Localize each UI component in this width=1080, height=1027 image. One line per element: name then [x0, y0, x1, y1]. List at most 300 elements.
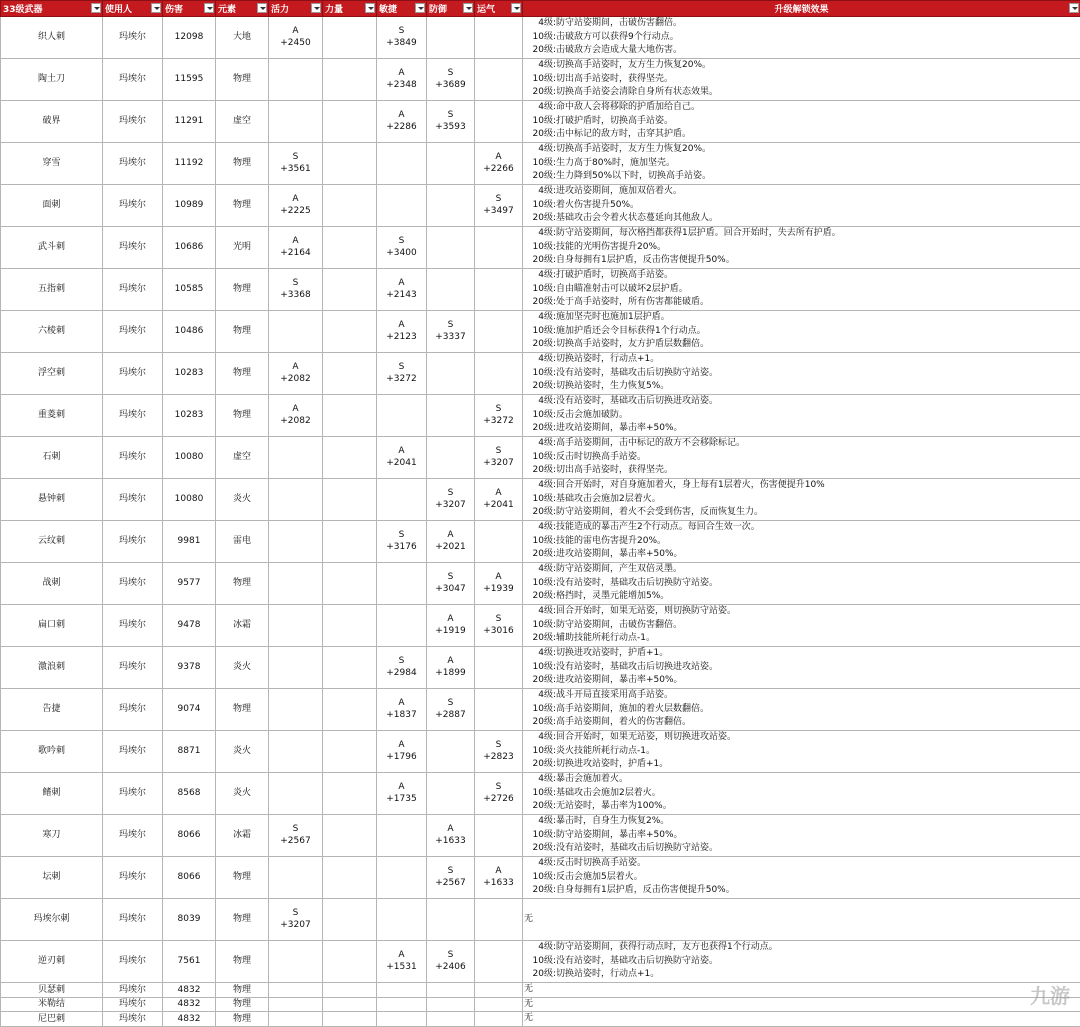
stat-agility-grade: S [379, 362, 424, 374]
stat-luck-grade: A [477, 866, 520, 878]
effect-level: 4级: [524, 731, 556, 745]
stat-strength [323, 143, 377, 185]
stat-agility [377, 997, 427, 1012]
effect-level: 10级: [524, 283, 556, 297]
effect-level: 20级: [524, 86, 556, 100]
effect-level: 10级: [524, 241, 556, 255]
effect-level: 4级: [524, 563, 556, 577]
weapon-element: 大地 [216, 17, 269, 59]
effect-text: 技能造成的暴击产生2个行动点。每回合生效一次。 [556, 522, 760, 532]
column-header[interactable] [163, 1, 216, 17]
upgrade-effects [523, 395, 1080, 437]
table-row [1, 815, 1080, 857]
effect-text: 切换站姿时，生力恢复5%。 [556, 381, 669, 391]
effect-text: 防守站姿期间，着火不会受到伤害，反而恢复生力。 [556, 507, 763, 517]
effect-line [524, 493, 1078, 507]
effect-text: 基础攻击会施加2层着火。 [556, 788, 661, 798]
filter-dropdown-icon[interactable] [204, 3, 214, 13]
stat-strength [323, 311, 377, 353]
table-row [1, 59, 1080, 101]
effect-level: 20级: [524, 590, 556, 604]
stat-defense-bonus: +1919 [429, 626, 472, 638]
stat-luck-bonus: +1633 [477, 878, 520, 890]
weapon-damage: 4832 [163, 983, 216, 998]
effect-level: 20级: [524, 422, 556, 436]
stat-luck-bonus: +1939 [477, 584, 520, 596]
effect-level: 20级: [524, 674, 556, 688]
stat-agility-bonus: +3849 [379, 38, 424, 50]
effect-level: 4级: [524, 353, 556, 367]
weapon-user: 玛埃尔 [103, 731, 163, 773]
filter-dropdown-icon[interactable] [91, 3, 101, 13]
weapon-name: 穿雪 [1, 143, 103, 185]
filter-dropdown-icon[interactable] [463, 3, 473, 13]
stat-luck-grade: S [477, 614, 520, 626]
weapon-name: 扁口刺 [1, 605, 103, 647]
watermark-logo: 九游 [1030, 980, 1070, 1009]
stat-agility [377, 353, 427, 395]
weapon-damage: 9478 [163, 605, 216, 647]
stat-defense-grade: A [429, 530, 472, 542]
stat-defense [427, 269, 475, 311]
stat-defense-grade: A [429, 614, 472, 626]
effect-text: 回合开始时，如果无站姿，则切换防守站姿。 [556, 606, 736, 616]
effect-text: 进攻站姿期间，暴击率+50%。 [556, 423, 683, 433]
effect-line [524, 955, 1078, 969]
table-row [1, 185, 1080, 227]
stat-luck [475, 17, 523, 59]
effect-text: 防守站姿期间，暴击率+50%。 [556, 830, 683, 840]
stat-strength [323, 899, 377, 941]
weapon-element: 物理 [216, 185, 269, 227]
effect-level: 20级: [524, 338, 556, 352]
weapon-name: 陶土刀 [1, 59, 103, 101]
stat-defense [427, 1012, 475, 1027]
weapon-name: 坛刺 [1, 857, 103, 899]
effect-level: 10级: [524, 73, 556, 87]
stat-strength [323, 997, 377, 1012]
stat-strength [323, 1012, 377, 1027]
stat-vitality-bonus: +3207 [271, 920, 320, 932]
effect-text: 生力高于80%时，施加坚壳。 [556, 158, 675, 168]
stat-vitality [269, 941, 323, 983]
stat-agility [377, 815, 427, 857]
stat-vitality [269, 689, 323, 731]
effect-text: 暴击会施加着火。 [556, 774, 628, 784]
filter-dropdown-icon[interactable] [1069, 3, 1079, 13]
effect-level: 10级: [524, 871, 556, 885]
weapon-element: 物理 [216, 689, 269, 731]
stat-agility [377, 899, 427, 941]
stat-agility [377, 311, 427, 353]
weapon-element: 物理 [216, 899, 269, 941]
weapon-user: 玛埃尔 [103, 185, 163, 227]
effect-line [524, 941, 1078, 955]
effect-level: 20级: [524, 464, 556, 478]
table-row [1, 353, 1080, 395]
stat-vitality-grade: A [271, 26, 320, 38]
effect-line [524, 829, 1078, 843]
effect-level: 10级: [524, 535, 556, 549]
weapon-damage: 9981 [163, 521, 216, 563]
stat-defense [427, 227, 475, 269]
column-header[interactable] [427, 1, 475, 17]
weapon-user: 玛埃尔 [103, 605, 163, 647]
stat-agility-grade: A [379, 950, 424, 962]
effect-line [524, 395, 1078, 409]
column-header[interactable] [103, 1, 163, 17]
effect-text: 反击时切换高手站姿。 [556, 858, 646, 868]
column-header[interactable] [323, 1, 377, 17]
stat-luck [475, 353, 523, 395]
stat-agility-grade: A [379, 698, 424, 710]
effect-line [524, 380, 1078, 394]
upgrade-effects [523, 437, 1080, 479]
stat-vitality [269, 1012, 323, 1027]
column-header[interactable] [1, 1, 103, 17]
stat-luck [475, 899, 523, 941]
effect-text: 切换高手站姿会清除自身所有状态效果。 [556, 87, 718, 97]
stat-vitality [269, 605, 323, 647]
weapon-user: 玛埃尔 [103, 101, 163, 143]
stat-agility [377, 521, 427, 563]
effect-text: 回合开始时，如果无站姿，则切换进攻站姿。 [556, 732, 736, 742]
effect-line [524, 170, 1078, 184]
weapon-name: 武斗刺 [1, 227, 103, 269]
effect-level: 10级: [524, 115, 556, 129]
effect-line [524, 128, 1078, 142]
table-row [1, 311, 1080, 353]
stat-defense [427, 731, 475, 773]
effect-text: 战斗开局直接采用高手站姿。 [556, 690, 673, 700]
effect-text: 格挡时，灵墨元能增加5%。 [556, 591, 669, 601]
effect-line [524, 590, 1078, 604]
stat-vitality-grade: S [271, 278, 320, 290]
stat-luck-grade: S [477, 194, 520, 206]
upgrade-effects [523, 605, 1080, 647]
weapon-name: 石刺 [1, 437, 103, 479]
stat-agility [377, 227, 427, 269]
effect-line [524, 506, 1078, 520]
effect-text: 高手站姿期间，击中标记的敌方不会移除标记。 [556, 438, 745, 448]
stat-defense-bonus: +2021 [429, 542, 472, 554]
stat-defense-grade: S [429, 68, 472, 80]
stat-strength [323, 857, 377, 899]
weapon-user: 玛埃尔 [103, 941, 163, 983]
weapon-user: 玛埃尔 [103, 437, 163, 479]
stat-vitality-grade: S [271, 908, 320, 920]
upgrade-effects [523, 353, 1080, 395]
stat-defense [427, 941, 475, 983]
stat-agility-bonus: +2041 [379, 458, 424, 470]
table-row [1, 689, 1080, 731]
column-header[interactable] [377, 1, 427, 17]
stat-luck [475, 1012, 523, 1027]
effect-level: 20级: [524, 842, 556, 856]
stat-luck [475, 815, 523, 857]
effect-line [524, 731, 1078, 745]
weapon-element: 物理 [216, 563, 269, 605]
column-header[interactable] [269, 1, 323, 17]
effect-text: 命中敌人会将移除的护盾加给自己。 [556, 102, 700, 112]
effect-line [524, 409, 1078, 423]
weapon-name: 玛埃尔刺 [1, 899, 103, 941]
stat-vitality [269, 857, 323, 899]
effect-level: 20级: [524, 800, 556, 814]
stat-strength [323, 647, 377, 689]
effect-line [524, 619, 1078, 633]
stat-vitality [269, 647, 323, 689]
stat-strength [323, 59, 377, 101]
table-row [1, 269, 1080, 311]
stat-luck-bonus: +3272 [477, 416, 520, 428]
stat-strength [323, 941, 377, 983]
stat-agility [377, 689, 427, 731]
filter-dropdown-icon[interactable] [151, 3, 161, 13]
effect-text: 没有站姿时，基础攻击后切换防守站姿。 [556, 843, 718, 853]
table-row [1, 227, 1080, 269]
stat-vitality [269, 353, 323, 395]
stat-luck [475, 185, 523, 227]
stat-defense [427, 647, 475, 689]
effect-line [524, 842, 1078, 856]
stat-strength [323, 269, 377, 311]
upgrade-effects [523, 899, 1080, 941]
weapon-user: 玛埃尔 [103, 563, 163, 605]
stat-defense [427, 479, 475, 521]
effect-text: 防守站姿期间，击破伤害翻倍。 [556, 18, 682, 28]
column-header[interactable] [216, 1, 269, 17]
stat-agility-bonus: +2286 [379, 122, 424, 134]
stat-defense [427, 101, 475, 143]
filter-dropdown-icon[interactable] [415, 3, 425, 13]
stat-defense [427, 563, 475, 605]
stat-agility [377, 479, 427, 521]
effect-level: 20级: [524, 758, 556, 772]
effect-line [524, 632, 1078, 646]
weapon-element: 炎火 [216, 479, 269, 521]
upgrade-effects [523, 647, 1080, 689]
effect-text: 高手站姿期间，着火的伤害翻倍。 [556, 717, 691, 727]
stat-luck [475, 731, 523, 773]
weapon-user: 玛埃尔 [103, 395, 163, 437]
filter-dropdown-icon[interactable] [257, 3, 267, 13]
stat-luck-bonus: +3497 [477, 206, 520, 218]
effect-level: 10级: [524, 451, 556, 465]
table-row [1, 983, 1080, 998]
filter-dropdown-icon[interactable] [311, 3, 321, 13]
stat-luck-grade: S [477, 446, 520, 458]
weapon-name: 五指刺 [1, 269, 103, 311]
stat-luck [475, 437, 523, 479]
stat-defense-bonus: +3207 [429, 500, 472, 512]
stat-agility [377, 773, 427, 815]
stat-defense-bonus: +3689 [429, 80, 472, 92]
weapon-user: 玛埃尔 [103, 997, 163, 1012]
effect-level: 4级: [524, 605, 556, 619]
effect-text: 击中标记的敌方时，击穿其护盾。 [556, 129, 691, 139]
column-header-label: 活力 [271, 5, 289, 15]
weapon-user: 玛埃尔 [103, 227, 163, 269]
effect-text: 着火伤害提升50%。 [556, 200, 639, 210]
stat-agility [377, 185, 427, 227]
upgrade-effects [523, 941, 1080, 983]
stat-defense [427, 17, 475, 59]
weapon-name: 浮空刺 [1, 353, 103, 395]
stat-agility-bonus: +2123 [379, 332, 424, 344]
weapon-element: 光明 [216, 227, 269, 269]
stat-luck [475, 269, 523, 311]
stat-luck-bonus: +2726 [477, 794, 520, 806]
effect-text: 高手站姿期间，施加的着火层数翻倍。 [556, 704, 709, 714]
effect-level: 4级: [524, 101, 556, 115]
upgrade-effects [523, 269, 1080, 311]
stat-defense-grade: S [429, 572, 472, 584]
upgrade-effects [523, 563, 1080, 605]
column-header-label: 运气 [477, 5, 495, 15]
stat-luck [475, 563, 523, 605]
effect-text: 打破护盾时，切换高手站姿。 [556, 116, 673, 126]
stat-agility [377, 101, 427, 143]
weapon-element: 物理 [216, 395, 269, 437]
effect-level: 4级: [524, 227, 556, 241]
table-row [1, 941, 1080, 983]
effect-line [524, 437, 1078, 451]
weapon-user: 玛埃尔 [103, 311, 163, 353]
stat-agility-grade: A [379, 68, 424, 80]
weapon-damage: 11595 [163, 59, 216, 101]
table-row [1, 1012, 1080, 1027]
effect-level: 10级: [524, 619, 556, 633]
stat-strength [323, 521, 377, 563]
effect-line [524, 241, 1078, 255]
stat-luck-grade: A [477, 572, 520, 584]
stat-defense [427, 395, 475, 437]
stat-vitality [269, 59, 323, 101]
filter-dropdown-icon[interactable] [511, 3, 521, 13]
stat-luck-grade: A [477, 488, 520, 500]
stat-agility-bonus: +1735 [379, 794, 424, 806]
stat-agility-grade: S [379, 236, 424, 248]
stat-vitality [269, 269, 323, 311]
column-header-label: 33级武器 [3, 5, 43, 15]
column-header[interactable] [523, 1, 1080, 17]
effect-line [524, 548, 1078, 562]
stat-vitality-bonus: +2164 [271, 248, 320, 260]
stat-vitality [269, 521, 323, 563]
effect-line [524, 101, 1078, 115]
effect-level: 4级: [524, 17, 556, 31]
weapon-element: 虚空 [216, 437, 269, 479]
effect-level: 10级: [524, 199, 556, 213]
column-header[interactable] [475, 1, 523, 17]
stat-vitality-bonus: +3368 [271, 290, 320, 302]
effect-text: 没有站姿时，基础攻击后切换防守站姿。 [556, 956, 718, 966]
weapon-user: 玛埃尔 [103, 773, 163, 815]
weapon-damage: 9577 [163, 563, 216, 605]
effect-text: 进攻站姿期间，暴击率+50%。 [556, 675, 683, 685]
upgrade-effects [523, 997, 1080, 1012]
effect-level: 10级: [524, 745, 556, 759]
weapon-name: 米勒结 [1, 997, 103, 1012]
column-header-label: 防御 [429, 5, 447, 15]
stat-vitality [269, 437, 323, 479]
stat-strength [323, 563, 377, 605]
stat-vitality [269, 815, 323, 857]
effect-line [524, 871, 1078, 885]
stat-luck [475, 997, 523, 1012]
stat-luck [475, 479, 523, 521]
effect-line [524, 745, 1078, 759]
stat-strength [323, 101, 377, 143]
effect-line [524, 983, 1078, 997]
effect-level: 20级: [524, 968, 556, 982]
weapon-name: 悬钟刺 [1, 479, 103, 521]
stat-agility [377, 59, 427, 101]
effect-line [524, 968, 1078, 982]
effect-level: 20级: [524, 128, 556, 142]
stat-defense-bonus: +3337 [429, 332, 472, 344]
weapon-name: 尼巴刺 [1, 1012, 103, 1027]
effect-level: 10级: [524, 703, 556, 717]
effect-text: 无站姿时，暴击率为100%。 [556, 801, 672, 811]
stat-strength [323, 437, 377, 479]
stat-defense [427, 815, 475, 857]
effect-level: 10级: [524, 955, 556, 969]
stat-luck-grade: A [477, 152, 520, 164]
effect-level: 4级: [524, 941, 556, 955]
effect-line [524, 521, 1078, 535]
stat-luck [475, 773, 523, 815]
effect-text: 反击会施加破防。 [556, 410, 628, 420]
effect-text: 切换站姿时，行动点+1。 [556, 969, 659, 979]
stat-luck-grade: S [477, 404, 520, 416]
stat-strength [323, 815, 377, 857]
upgrade-effects [523, 689, 1080, 731]
effect-level: 4级: [524, 689, 556, 703]
effect-text: 切换高手站姿时，友方生力恢复20%。 [556, 60, 711, 70]
effect-line [524, 199, 1078, 213]
effect-level: 10级: [524, 661, 556, 675]
stat-agility-bonus: +2348 [379, 80, 424, 92]
effect-level: 20级: [524, 296, 556, 310]
stat-agility-grade: A [379, 446, 424, 458]
effect-text: 技能的雷电伤害提升20%。 [556, 536, 666, 546]
effect-text: 无 [524, 914, 533, 924]
effect-text: 暴击时，自身生力恢复2%。 [556, 816, 669, 826]
weapon-element: 冰霜 [216, 815, 269, 857]
stat-strength [323, 395, 377, 437]
effect-line [524, 884, 1078, 898]
effect-line [524, 212, 1078, 226]
stat-vitality-grade: A [271, 404, 320, 416]
weapon-user: 玛埃尔 [103, 353, 163, 395]
filter-dropdown-icon[interactable] [365, 3, 375, 13]
stat-vitality [269, 773, 323, 815]
stat-vitality [269, 311, 323, 353]
effect-line [524, 353, 1078, 367]
effect-line [524, 296, 1078, 310]
effect-text: 切换高手站姿时，友方生力恢复20%。 [556, 144, 711, 154]
effect-line [524, 451, 1078, 465]
upgrade-effects [523, 185, 1080, 227]
weapon-name: 面刺 [1, 185, 103, 227]
weapon-damage: 10486 [163, 311, 216, 353]
effect-text: 切换进攻站姿时，护盾+1。 [556, 759, 668, 769]
effect-level: 10级: [524, 157, 556, 171]
weapon-element: 物理 [216, 311, 269, 353]
stat-agility-grade: S [379, 26, 424, 38]
